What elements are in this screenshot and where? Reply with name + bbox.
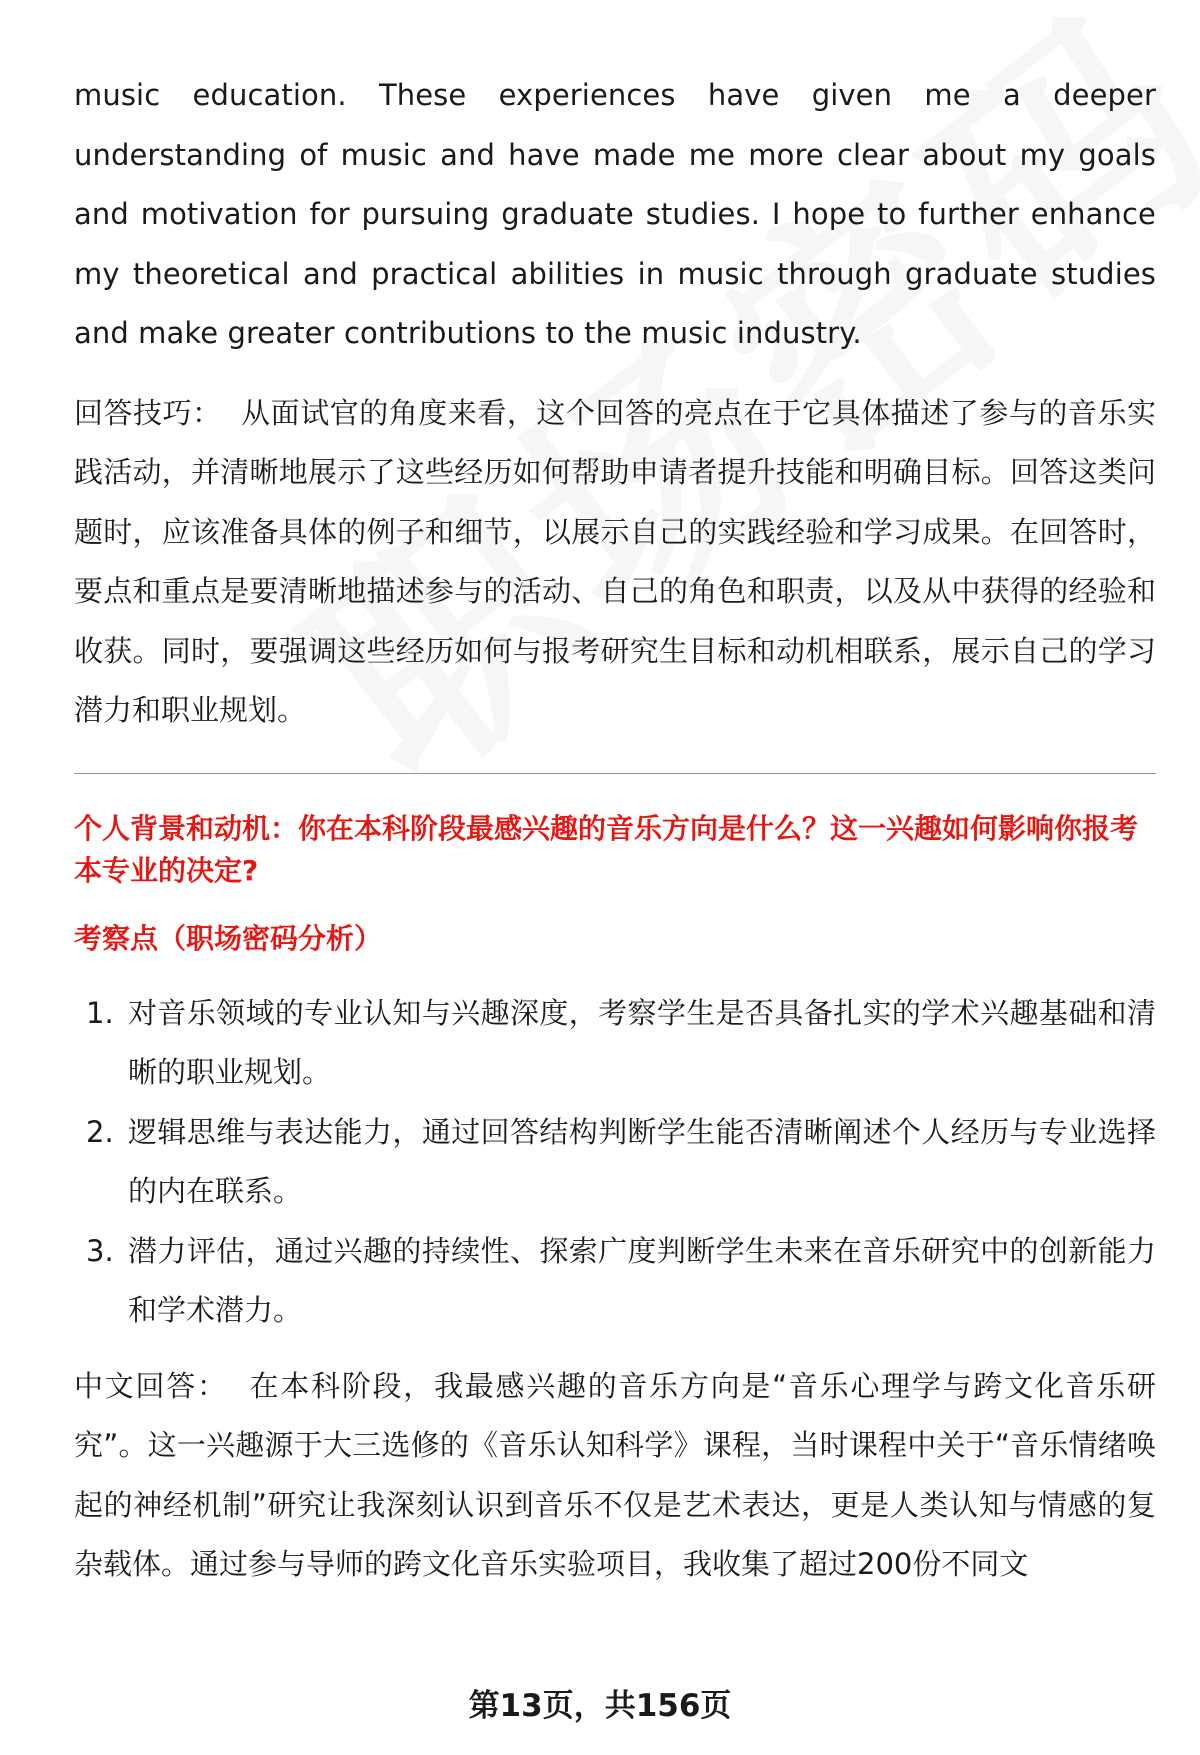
chinese-answer-label: 中文回答： (74, 1368, 228, 1403)
list-item-text: 逻辑思维与表达能力，通过回答结构判断学生能否清晰阐述个人经历与专业选择的内在联系。 (128, 1114, 1156, 1208)
answer-tips-label: 回答技巧： (74, 395, 222, 430)
list-item-text: 对音乐领域的专业认知与兴趣深度，考察学生是否具备扎实的学术兴趣基础和清晰的职业规划。 (128, 995, 1156, 1089)
page-footer: 第13页，共156页 (468, 1688, 732, 1724)
list-item (74, 1103, 1156, 1222)
list-item (74, 984, 1156, 1103)
assessment-points-list (74, 984, 1156, 1341)
english-answer-tail: music education. These experiences have given me a deeper understanding of music and have made me more clear about my goals and motivation for pursuing graduate studies. I hope to further enhance my theoretical and practical abilities in music through graduate studies and make greater contributions to the music industry. (74, 78, 1156, 350)
list-item-number: 1. (86, 995, 114, 1030)
question-title: 个人背景和动机：你在本科阶段最感兴趣的音乐方向是什么？这一兴趣如何影响你报考本专业的决定? (74, 811, 1139, 887)
assessment-points-heading: 考察点（职场密码分析） (74, 921, 383, 955)
section-divider (74, 773, 1156, 774)
chinese-answer-paragraph (74, 1357, 1156, 1595)
answer-tips-text: 从面试官的角度来看，这个回答的亮点在于它具体描述了参与的音乐实践活动，并清晰地展示了这些经历如何帮助申请者提升技能和明确目标。回答这类问题时，应该准备具体的例子和细节，以展示自己的实践经验和学习成果。在回答时，要点和重点是要清晰地描述参与的活动、自己的角色和职责，以及从中获得的经验和收获。同时，要强调这些经历如何与报考研究生目标和动机相联系，展示自己的学习潜力和职业规划。 (74, 395, 1156, 727)
list-item-number: 2. (86, 1114, 114, 1149)
page-content (74, 66, 1156, 1595)
list-item (74, 1222, 1156, 1341)
answer-tips-paragraph (74, 384, 1156, 741)
list-item-number: 3. (86, 1233, 114, 1268)
list-item-text: 潜力评估，通过兴趣的持续性、探索广度判断学生未来在音乐研究中的创新能力和学术潜力。 (128, 1233, 1156, 1327)
chinese-answer-text: 在本科阶段，我最感兴趣的音乐方向是“音乐心理学与跨文化音乐研究”。这一兴趣源于大三选修的《音乐认知科学》课程，当时课程中关于“音乐情绪唤起的神经机制”研究让我深刻认识到音乐不仅是艺术表达，更是人类认知与情感的复杂载体。通过参与导师的跨文化音乐实验项目，我收集了超过200份不同文 (74, 1368, 1156, 1581)
